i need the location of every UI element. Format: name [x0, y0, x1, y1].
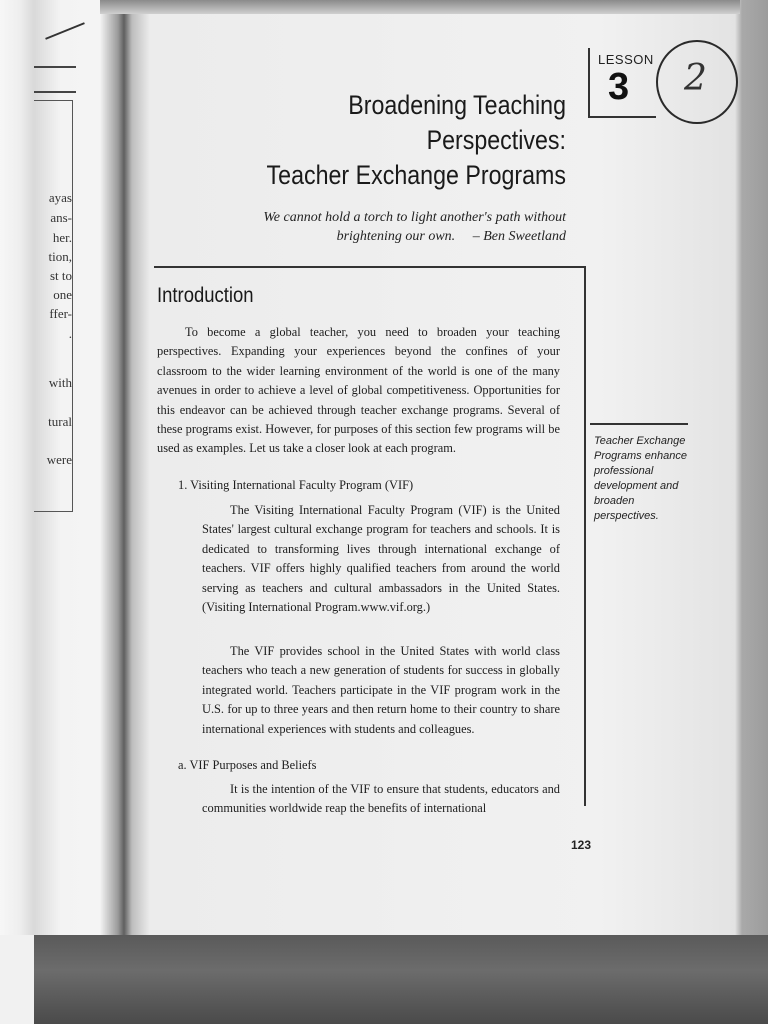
left-page-rule [34, 91, 76, 93]
list-item: 1. Visiting International Faculty Program (VIF) [178, 478, 414, 492]
page-title [251, 88, 566, 193]
section-frame-top [154, 266, 585, 268]
subheading: a. VIF Purposes and Beliefs [178, 758, 317, 772]
left-page-fragment: with [48, 375, 72, 390]
scan-bottom-corner [0, 935, 34, 1024]
left-page-fragment: tural [48, 414, 72, 429]
left-page-fragment: were [46, 452, 72, 467]
scan-bottom-shadow [34, 935, 768, 1024]
title-line: Perspectives: [426, 125, 566, 155]
quote-author: – Ben Sweetland [472, 229, 566, 244]
quote-line: brightening our own. – Ben Sweetland [336, 229, 566, 244]
left-page-rule [34, 66, 76, 68]
sidebar-note: Teacher Exchange Programs enhance professional development and broaden perspectives. [594, 435, 687, 522]
scan-top-shadow [100, 0, 740, 14]
vif-paragraph-1: The Visiting International Faculty Program (VIF) is the United States' largest cultural exchange program for teachers and schools. It is dedicated to transforming lives through international exchange of teachers. VIF offers highly qualified teachers from around the world serving as teachers and cultural ambassadors in the United States. (Visiting International Program.www.vif.org.) [202, 503, 560, 615]
title-line: Broadening Teaching [348, 90, 566, 120]
sidebar-rule [590, 423, 688, 425]
left-page-fragment: st to [49, 268, 72, 283]
left-page-fragment: ffer- [49, 306, 72, 321]
left-page-fragment: . [68, 326, 72, 341]
left-page-fragment: ayas [48, 190, 72, 205]
section-frame-right [584, 266, 586, 806]
title-line: Teacher Exchange Programs [266, 160, 566, 190]
left-page-fragment: one [53, 287, 72, 302]
vif-paragraph-2: The VIF provides school in the United States with world class teachers who teach a new generation of students for success in globally integrated world. Teachers participate in the VIF program work in the U.S. for up to three years and then return home to their country to share international experiences with students and colleagues. [202, 644, 560, 736]
section-heading: Introduction [157, 284, 254, 307]
page-number: 123 [571, 838, 592, 852]
left-page-fragment: her. [52, 230, 72, 245]
lesson-number: 3 [608, 66, 630, 108]
epigraph-quote [220, 208, 566, 246]
handwritten-number: 2 [684, 58, 707, 99]
quote-line: We cannot hold a torch to light another's path without [263, 210, 566, 225]
lesson-label: LESSON [598, 52, 654, 67]
left-page-fragment: tion, [48, 249, 72, 264]
left-page-fragment: ans- [50, 210, 72, 225]
intro-paragraph: To become a global teacher, you need to broaden your teaching perspectives. Expanding your experiences beyond the confines of your classroom to the wider learning environment of the world is one of the many avenues in order to achieve a level of global competitiveness. Opportunities for this endeavor can be achieved through teacher exchange programs. Several of these programs exist. However, for purposes of this section few programs will be used as examples. Let us take a closer look at each program. [157, 325, 560, 456]
vif-paragraph-3: It is the intention of the VIF to ensure that students, educators and communities worldwide reap the benefits of international [202, 782, 560, 816]
